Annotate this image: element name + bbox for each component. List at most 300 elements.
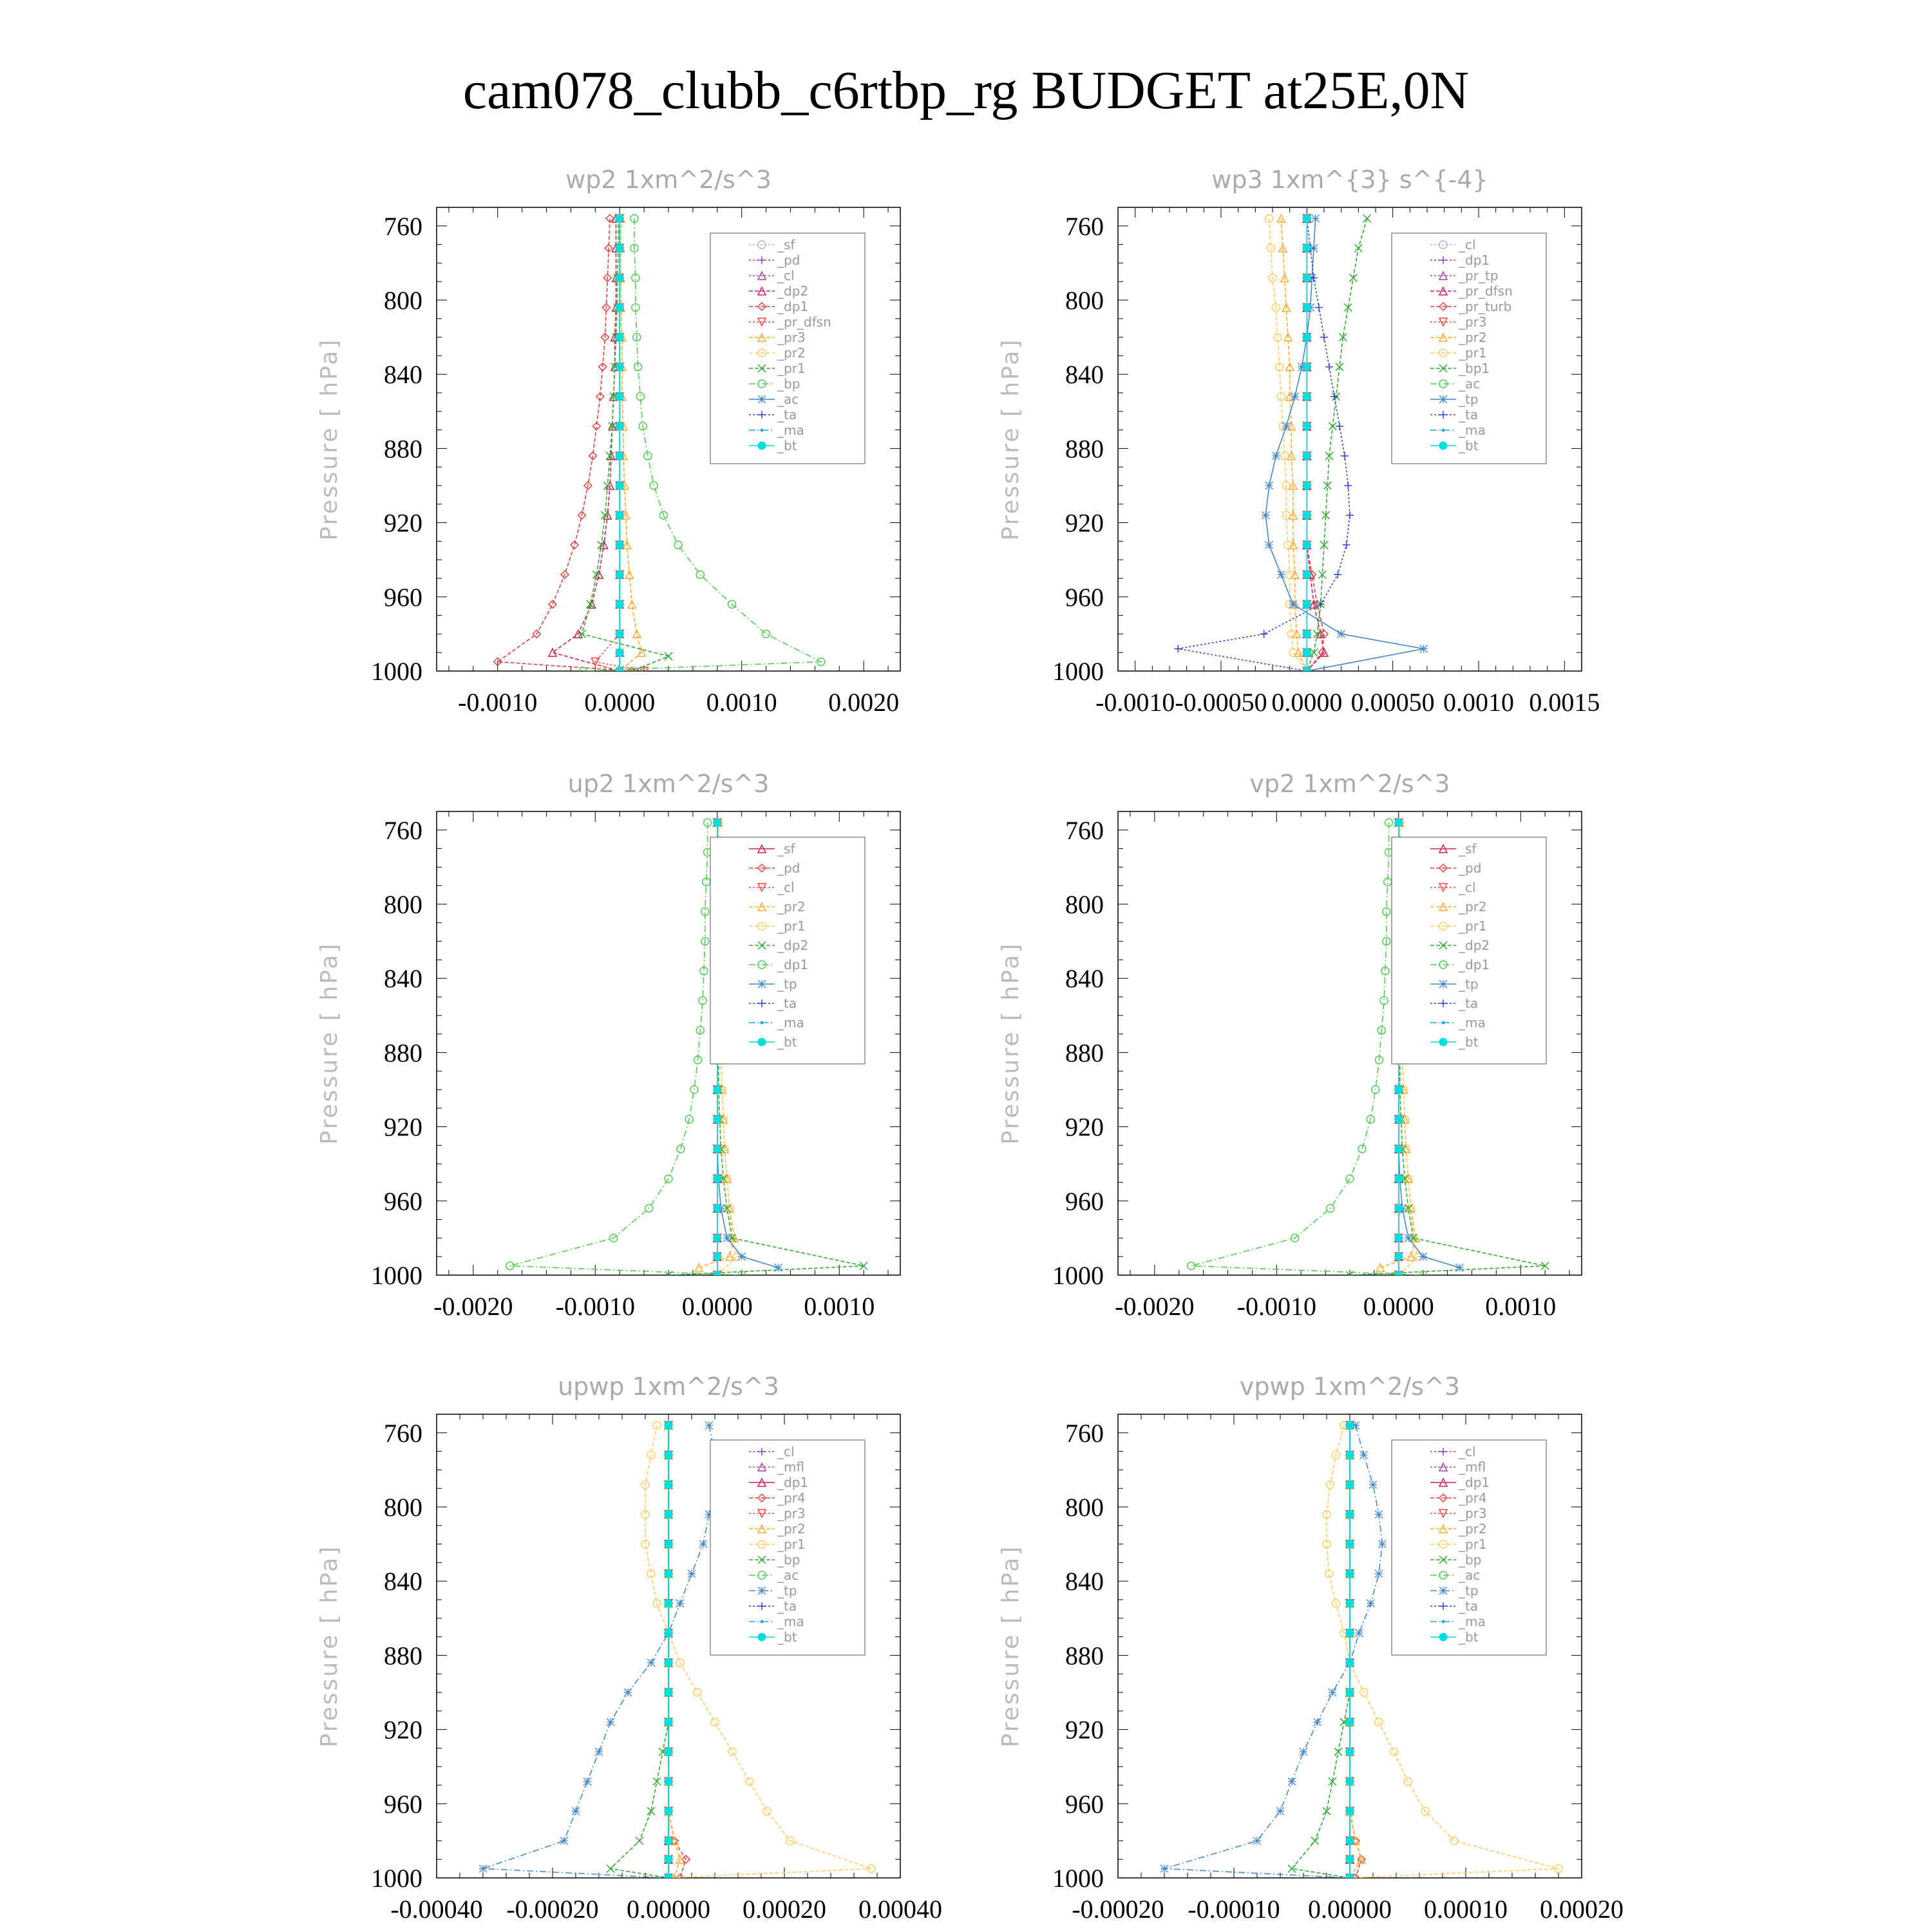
- chart5-legend-label: _bp: [777, 1552, 800, 1567]
- chart2-legend-label: _pr_turb: [1459, 299, 1512, 314]
- chart2-point-tp: [1291, 393, 1299, 401]
- chart4-xtick-label: 0.0010: [1485, 1292, 1557, 1321]
- chart5-point-bt: [665, 1481, 672, 1488]
- chart2-point-bt: [1303, 630, 1311, 638]
- chart4-legend-marker: [1442, 1021, 1445, 1025]
- chart4-ytick-label: 760: [1065, 815, 1104, 845]
- chart5-xtick-label: 0.00000: [627, 1895, 710, 1924]
- chart6-point-bt: [1346, 1629, 1354, 1637]
- chart2-legend-label: _pr_tp: [1459, 268, 1499, 283]
- chart6-ytick-label: 760: [1065, 1418, 1104, 1448]
- chart4-legend-label: _pr2: [1459, 899, 1487, 914]
- chart3-xtick-label: 0.0000: [681, 1292, 753, 1321]
- chart6-ytick-label: 840: [1065, 1567, 1104, 1596]
- chart6-point-tp: [1367, 1600, 1374, 1607]
- chart2-legend-label: _pr2: [1459, 330, 1487, 345]
- chart1-panel: [316, 166, 900, 717]
- chart4-ytick-label: 880: [1065, 1038, 1104, 1068]
- chart5-point-tp: [572, 1807, 580, 1815]
- chart1-point-bt: [616, 244, 623, 252]
- chart3-point-bt: [714, 1253, 721, 1260]
- chart3-point-bt: [714, 1271, 721, 1279]
- chart1-legend-label: _pd: [777, 252, 800, 268]
- chart2-point-bt: [1303, 667, 1311, 675]
- chart3-ytick-label: 960: [384, 1186, 422, 1216]
- chart6-point-bt: [1346, 1451, 1354, 1459]
- chart5-title: upwp 1xm^2/s^3: [558, 1372, 779, 1401]
- chart5-legend-marker: [761, 1620, 764, 1624]
- chart1-ytick-label: 880: [384, 434, 422, 464]
- chart4-point-bt: [1395, 1145, 1403, 1153]
- chart6-legend-label: _ma: [1459, 1614, 1486, 1629]
- chart4-ylabel: Pressure [ hPa]: [998, 942, 1024, 1145]
- chart2-ytick-label: 960: [1065, 582, 1104, 612]
- chart1-legend-label: _pr_dfsn: [777, 314, 831, 330]
- chart6-point-tp: [1375, 1570, 1383, 1578]
- chart4-point-bt: [1395, 1271, 1403, 1279]
- chart3-point-tp: [775, 1264, 782, 1271]
- chart5-panel: [316, 1372, 942, 1924]
- chart6-ylabel: Pressure [ hPa]: [998, 1544, 1024, 1748]
- chart2-point-tp: [1282, 422, 1290, 430]
- chart3-point-bt: [714, 1234, 721, 1242]
- chart3-legend-label: _sf: [777, 841, 795, 857]
- chart6-point-tp: [1314, 1718, 1321, 1726]
- chart6-point-bt: [1346, 1748, 1354, 1756]
- chart1-point-bt: [616, 363, 623, 371]
- chart2-legend-label: _bp1: [1459, 361, 1490, 376]
- chart5-point-pr1: [653, 1421, 661, 1429]
- chart1-title: wp2 1xm^2/s^3: [565, 166, 772, 194]
- chart2-legend-label: _bt: [1459, 438, 1479, 453]
- chart5-point-tp: [583, 1777, 591, 1785]
- chart1-point-bp: [762, 630, 770, 638]
- chart1-legend-marker: [758, 395, 766, 403]
- chart3-panel: [316, 770, 900, 1321]
- chart5-point-bt: [665, 1421, 672, 1429]
- chart3-point-dp1: [506, 1262, 514, 1270]
- chart1-point-dp1: [571, 541, 578, 549]
- chart3-point-bt: [714, 1115, 721, 1123]
- chart5-point-tp: [688, 1570, 696, 1578]
- chart2-point-bt: [1303, 363, 1311, 371]
- chart2-point-ta: [1334, 571, 1341, 578]
- chart6-point-bt: [1346, 1659, 1354, 1667]
- chart5-legend-marker: [758, 1587, 766, 1595]
- chart2-point-tp: [1272, 452, 1280, 460]
- chart6-title: vpwp 1xm^2/s^3: [1239, 1372, 1461, 1401]
- chart6-xtick-label: 0.00000: [1308, 1895, 1392, 1924]
- chart3-xtick-label: 0.0010: [804, 1292, 875, 1321]
- chart2-legend-label: _ta: [1459, 407, 1479, 422]
- chart4-legend-label: _dp1: [1459, 957, 1490, 972]
- chart3-ytick-label: 1000: [371, 1261, 422, 1290]
- chart6-legend-label: _mfl: [1459, 1459, 1486, 1475]
- chart4-point-tp: [1405, 1234, 1412, 1242]
- chart2-point-ta: [1325, 363, 1333, 371]
- chart2-title: wp3 1xm^{3} s^{-4}: [1211, 166, 1488, 194]
- chart2-legend-marker: [1442, 429, 1445, 432]
- chart2-point-bt: [1303, 214, 1311, 222]
- chart4-xtick-label: -0.0010: [1236, 1292, 1316, 1321]
- chart2-point-ta: [1315, 304, 1323, 312]
- chart1-legend-marker: [761, 429, 764, 432]
- chart4-point-bt: [1395, 1234, 1403, 1242]
- chart2-xtick-label: 0.0015: [1529, 688, 1600, 717]
- chart5-ytick-label: 760: [384, 1418, 422, 1448]
- chart1-ytick-label: 760: [384, 211, 422, 241]
- chart1-series-line-dp2: [553, 218, 620, 671]
- chart2-xtick-label: -0.00050: [1175, 688, 1267, 717]
- chart2-point-ta: [1320, 334, 1328, 341]
- chart5-xtick-label: -0.00020: [506, 1895, 599, 1924]
- chart3-ytick-label: 840: [384, 964, 422, 994]
- chart5-point-bt: [665, 1807, 672, 1815]
- chart1-legend-label: _ta: [777, 407, 797, 422]
- chart2-point-bt: [1303, 393, 1311, 401]
- chart5-point-tp: [699, 1540, 707, 1548]
- chart6-point-bt: [1346, 1874, 1354, 1882]
- chart5-point-tp: [676, 1600, 684, 1607]
- chart5-point-bt: [665, 1600, 672, 1607]
- chart4-point-tp: [1456, 1264, 1464, 1271]
- chart4-legend-label: _cl: [1459, 880, 1476, 895]
- chart1-point-bt: [616, 452, 623, 460]
- chart4-title: vp2 1xm^2/s^3: [1249, 770, 1450, 798]
- chart1-point-bt: [616, 667, 623, 675]
- chart4-legend-label: _pd: [1459, 860, 1482, 876]
- chart6-point-bt: [1346, 1421, 1354, 1429]
- chart3-point-tp: [738, 1253, 746, 1260]
- chart1-legend-label: _dp1: [777, 299, 809, 314]
- chart1-point-bt: [616, 422, 623, 430]
- chart3-point-tp: [723, 1234, 731, 1242]
- chart6-xtick-label: -0.00010: [1188, 1895, 1280, 1924]
- chart5-point-pr1: [711, 1718, 719, 1726]
- chart5-point-bt: [665, 1451, 672, 1459]
- chart1-point-bt: [616, 600, 623, 608]
- chart2-legend-label: _pr3: [1459, 314, 1487, 330]
- chart2-ytick-label: 1000: [1052, 657, 1104, 686]
- chart6-legend: [1392, 1440, 1546, 1655]
- chart6-point-tp: [1360, 1451, 1368, 1459]
- chart4-ytick-label: 800: [1065, 890, 1104, 919]
- chart5-legend-marker: [758, 1633, 766, 1641]
- chart2-legend-label: _pr1: [1459, 345, 1487, 361]
- chart1-ylabel: Pressure [ hPa]: [316, 337, 343, 541]
- chart1-xtick-label: -0.0010: [458, 688, 538, 717]
- chart6-legend-marker: [1439, 1587, 1447, 1595]
- chart3-ytick-label: 920: [384, 1112, 422, 1142]
- chart5-legend-label: _pr4: [777, 1490, 806, 1506]
- chart4-legend: [1392, 837, 1546, 1064]
- chart1-point-bt: [616, 214, 623, 222]
- chart6-xtick-label: -0.00020: [1072, 1895, 1164, 1924]
- chart2-point-tp: [1420, 645, 1428, 652]
- chart1-point-bt: [616, 482, 623, 489]
- chart5-point-pr1: [763, 1807, 771, 1815]
- chart3-legend-label: _dp1: [777, 957, 809, 972]
- chart6-legend-label: _dp1: [1459, 1475, 1490, 1490]
- chart2-point-ta: [1346, 511, 1354, 519]
- chart2-xtick-label: 0.00050: [1350, 688, 1435, 717]
- chart2-point-ta: [1260, 630, 1268, 638]
- figure-title: cam078_clubb_c6rtbp_rg BUDGET at25E,0N: [462, 61, 1470, 120]
- chart2-point-ta: [1331, 393, 1338, 401]
- chart5-ytick-label: 920: [384, 1715, 422, 1745]
- chart2-point-ta: [1344, 482, 1352, 489]
- chart4-legend-label: _ta: [1459, 996, 1479, 1011]
- chart6-point-tp: [1300, 1748, 1307, 1756]
- chart3-legend-label: _pr1: [777, 918, 806, 934]
- chart1-legend-label: _dp2: [777, 283, 809, 299]
- chart5-ytick-label: 800: [384, 1493, 422, 1522]
- chart5-xtick-label: -0.00040: [390, 1895, 483, 1924]
- chart1-point-dp1: [549, 600, 556, 608]
- chart4-point-bt: [1395, 1086, 1403, 1094]
- chart1-legend: [710, 233, 865, 464]
- chart1-ytick-label: 1000: [371, 657, 422, 686]
- chart3-series-line-dp1: [510, 822, 742, 1275]
- chart2-series-line-bp1: [1307, 218, 1367, 671]
- chart2-point-ta: [1174, 645, 1182, 652]
- chart1-xtick-label: 0.0020: [828, 688, 900, 717]
- chart1-ytick-label: 800: [384, 286, 422, 315]
- chart5-legend-label: _ta: [777, 1598, 797, 1614]
- chart1-ytick-label: 840: [384, 360, 422, 390]
- chart6-point-bt: [1346, 1855, 1354, 1863]
- chart5-point-pr1: [746, 1777, 753, 1785]
- chart2-series-group: [1174, 214, 1427, 675]
- chart3-title: up2 1xm^2/s^3: [567, 770, 770, 798]
- chart5-point-tp: [647, 1659, 655, 1667]
- chart4-legend-label: _sf: [1459, 841, 1477, 857]
- chart5-legend-label: _dp1: [777, 1475, 809, 1490]
- chart2-ylabel: Pressure [ hPa]: [998, 337, 1024, 541]
- chart5-point-bt: [665, 1540, 672, 1548]
- chart1-point-pr1: [665, 652, 672, 660]
- chart5-point-bt: [665, 1837, 672, 1844]
- chart3-legend-marker: [758, 980, 766, 988]
- chart2-point-bt: [1303, 482, 1311, 489]
- chart6-point-bt: [1346, 1540, 1354, 1548]
- chart1-legend-label: _pr1: [777, 361, 806, 376]
- chart1-ytick-label: 920: [384, 508, 422, 538]
- chart3-point-bt: [714, 1204, 721, 1212]
- chart5-point-bp: [647, 1807, 655, 1815]
- chart5-point-tp: [479, 1865, 487, 1873]
- chart2-point-tp: [1265, 482, 1273, 489]
- chart1-point-bt: [616, 334, 623, 341]
- chart6-legend-marker: [1442, 1620, 1445, 1624]
- chart5-point-bt: [665, 1777, 672, 1785]
- chart4-legend-label: _bt: [1459, 1034, 1479, 1050]
- chart5-legend: [710, 1440, 865, 1655]
- chart6-point-tp: [1253, 1837, 1261, 1844]
- chart3-ytick-label: 800: [384, 890, 422, 919]
- chart3-legend-label: _ta: [777, 996, 797, 1011]
- chart1-legend-label: _sf: [777, 237, 795, 252]
- chart2-panel: [998, 166, 1600, 717]
- chart6-point-bt: [1346, 1777, 1354, 1785]
- chart5-ytick-label: 1000: [371, 1864, 422, 1893]
- chart6-ytick-label: 880: [1065, 1641, 1104, 1671]
- chart2-point-tp: [1277, 571, 1285, 578]
- chart1-legend-label: _ac: [777, 392, 799, 407]
- chart2-legend-label: _pr_dfsn: [1459, 283, 1513, 299]
- chart2-point-bp1: [1329, 422, 1336, 430]
- chart6-ytick-label: 960: [1065, 1789, 1104, 1819]
- chart2-series-line-pr1: [1269, 218, 1307, 671]
- chart6-legend-label: _pr4: [1459, 1490, 1487, 1506]
- chart5-point-tp: [607, 1718, 614, 1726]
- chart6-point-bp: [1334, 1748, 1342, 1756]
- chart2-legend-marker: [1439, 442, 1447, 450]
- chart4-xtick-label: -0.0020: [1115, 1292, 1195, 1321]
- chart3-legend-marker: [758, 1038, 766, 1046]
- chart3-legend-label: _cl: [777, 880, 795, 895]
- chart6-series-line-bp: [1292, 1425, 1350, 1878]
- chart6-point-bt: [1346, 1807, 1354, 1815]
- chart1-legend-label: _bt: [777, 438, 797, 453]
- chart4-ytick-label: 840: [1065, 964, 1104, 994]
- chart6-point-bt: [1346, 1837, 1354, 1844]
- chart2-ytick-label: 880: [1065, 434, 1104, 464]
- chart6-point-bp: [1323, 1807, 1331, 1815]
- chart5-legend-label: _mfl: [777, 1459, 805, 1475]
- chart2-point-bt: [1303, 511, 1311, 519]
- chart1-xtick-label: 0.0000: [584, 688, 656, 717]
- chart6-legend-label: _cl: [1459, 1444, 1476, 1459]
- chart4-point-bt: [1395, 1204, 1403, 1212]
- chart1-point-bt: [616, 571, 623, 578]
- chart5-point-bt: [665, 1629, 672, 1637]
- chart6-point-bp: [1311, 1837, 1319, 1844]
- chart2-point-tp: [1312, 214, 1320, 222]
- chart2-ytick-label: 760: [1065, 211, 1104, 241]
- chart6-point-bt: [1346, 1481, 1354, 1488]
- chart3-point-bt: [714, 819, 721, 826]
- chart4-series-line-dp1: [1191, 822, 1423, 1275]
- chart6-panel: [998, 1372, 1624, 1924]
- chart6-legend-label: _pr2: [1459, 1521, 1487, 1537]
- chart2-legend-label: _ma: [1459, 422, 1486, 438]
- chart2-point-bt: [1303, 244, 1311, 252]
- chart2-legend-marker: [1439, 395, 1447, 403]
- chart1-point-bt: [616, 393, 623, 401]
- chart5-point-bt: [665, 1689, 672, 1696]
- chart1-point-bt: [616, 274, 623, 281]
- chart6-point-tp: [1369, 1481, 1377, 1488]
- chart5-point-pr1: [647, 1570, 655, 1578]
- chart6-legend-label: _ac: [1459, 1567, 1481, 1583]
- chart2-legend-label: _dp1: [1459, 252, 1490, 268]
- chart2-point-ta: [1341, 452, 1349, 460]
- chart2-point-ta: [1336, 422, 1343, 430]
- chart6-point-tp: [1355, 1629, 1363, 1637]
- chart4-xtick-label: 0.0000: [1363, 1292, 1434, 1321]
- chart1-point-bt: [616, 304, 623, 312]
- chart4-legend-label: _dp2: [1459, 938, 1490, 953]
- chart6-legend-marker: [1439, 1633, 1447, 1641]
- chart6-legend-label: _tp: [1459, 1583, 1479, 1598]
- chart3-legend-label: _ma: [777, 1015, 804, 1030]
- chart5-ytick-label: 840: [384, 1567, 422, 1596]
- chart5-legend-label: _cl: [777, 1444, 795, 1459]
- chart2-point-bp1: [1354, 244, 1362, 252]
- chart1-legend-label: _cl: [777, 268, 795, 283]
- chart6-point-tp: [1276, 1807, 1284, 1815]
- chart1-legend-label: _bp: [777, 376, 800, 392]
- chart5-point-tp: [595, 1748, 603, 1756]
- chart5-legend-label: _ma: [777, 1614, 804, 1629]
- chart1-legend-label: _pr3: [777, 330, 806, 345]
- chart5-point-bt: [665, 1855, 672, 1863]
- chart5-point-bp: [607, 1865, 614, 1873]
- chart4-legend-label: _pr1: [1459, 918, 1487, 934]
- chart4-legend-marker: [1439, 1038, 1447, 1046]
- chart1-point-bt: [616, 630, 623, 638]
- chart6-point-tp: [1288, 1777, 1296, 1785]
- chart6-point-tp: [1329, 1689, 1336, 1696]
- chart4-panel: [998, 770, 1582, 1321]
- chart6-point-tp: [1160, 1865, 1168, 1873]
- chart3-xtick-label: -0.0020: [433, 1292, 513, 1321]
- chart1-point-dp2: [588, 600, 596, 608]
- chart5-legend-label: _bt: [777, 1629, 797, 1645]
- chart3-legend-label: _pr2: [777, 899, 806, 914]
- chart5-legend-label: _pr2: [777, 1521, 806, 1537]
- chart2-point-tp: [1265, 541, 1273, 549]
- chart5-legend-label: _pr1: [777, 1537, 806, 1552]
- chart1-ytick-label: 960: [384, 582, 422, 612]
- chart4-point-dp1: [1358, 1145, 1366, 1153]
- chart4-point-bt: [1395, 1253, 1403, 1260]
- chart6-point-bt: [1346, 1689, 1354, 1696]
- chart1-legend-label: _ma: [777, 422, 804, 438]
- chart2-point-bt: [1303, 541, 1311, 549]
- chart3-ytick-label: 880: [384, 1038, 422, 1068]
- chart2-ytick-label: 800: [1065, 286, 1104, 315]
- chart2-series-line-ta: [1178, 218, 1350, 671]
- chart6-point-bt: [1346, 1511, 1354, 1519]
- chart2-point-bt: [1303, 422, 1311, 430]
- chart2-point-bt: [1303, 304, 1311, 312]
- chart3-legend-label: _tp: [777, 976, 797, 992]
- chart6-ytick-label: 920: [1065, 1715, 1104, 1745]
- chart4-point-bt: [1395, 819, 1403, 826]
- chart4-point-tp: [1419, 1253, 1427, 1260]
- chart1-legend-marker: [758, 442, 766, 450]
- chart6-point-bt: [1346, 1570, 1354, 1578]
- chart4-point-dp1: [1188, 1262, 1195, 1270]
- chart3-legend-label: _pd: [777, 860, 800, 876]
- chart2-legend-label: _cl: [1459, 237, 1476, 252]
- chart3-point-bt: [714, 1086, 721, 1094]
- chart5-xtick-label: 0.00020: [743, 1895, 826, 1924]
- chart5-point-tp: [705, 1421, 713, 1429]
- chart5-legend-label: _ac: [777, 1567, 799, 1583]
- chart5-series-line-tp: [483, 1425, 715, 1878]
- chart6-legend-label: _bp: [1459, 1552, 1482, 1567]
- chart6-legend-label: _pr3: [1459, 1506, 1487, 1521]
- chart6-xtick-label: 0.00020: [1540, 1895, 1624, 1924]
- chart5-xtick-label: 0.00040: [858, 1895, 942, 1924]
- chart2-point-bt: [1303, 334, 1311, 341]
- chart2-ytick-label: 920: [1065, 508, 1104, 538]
- chart4-ytick-label: 920: [1065, 1112, 1104, 1142]
- chart2-point-bt: [1303, 571, 1311, 578]
